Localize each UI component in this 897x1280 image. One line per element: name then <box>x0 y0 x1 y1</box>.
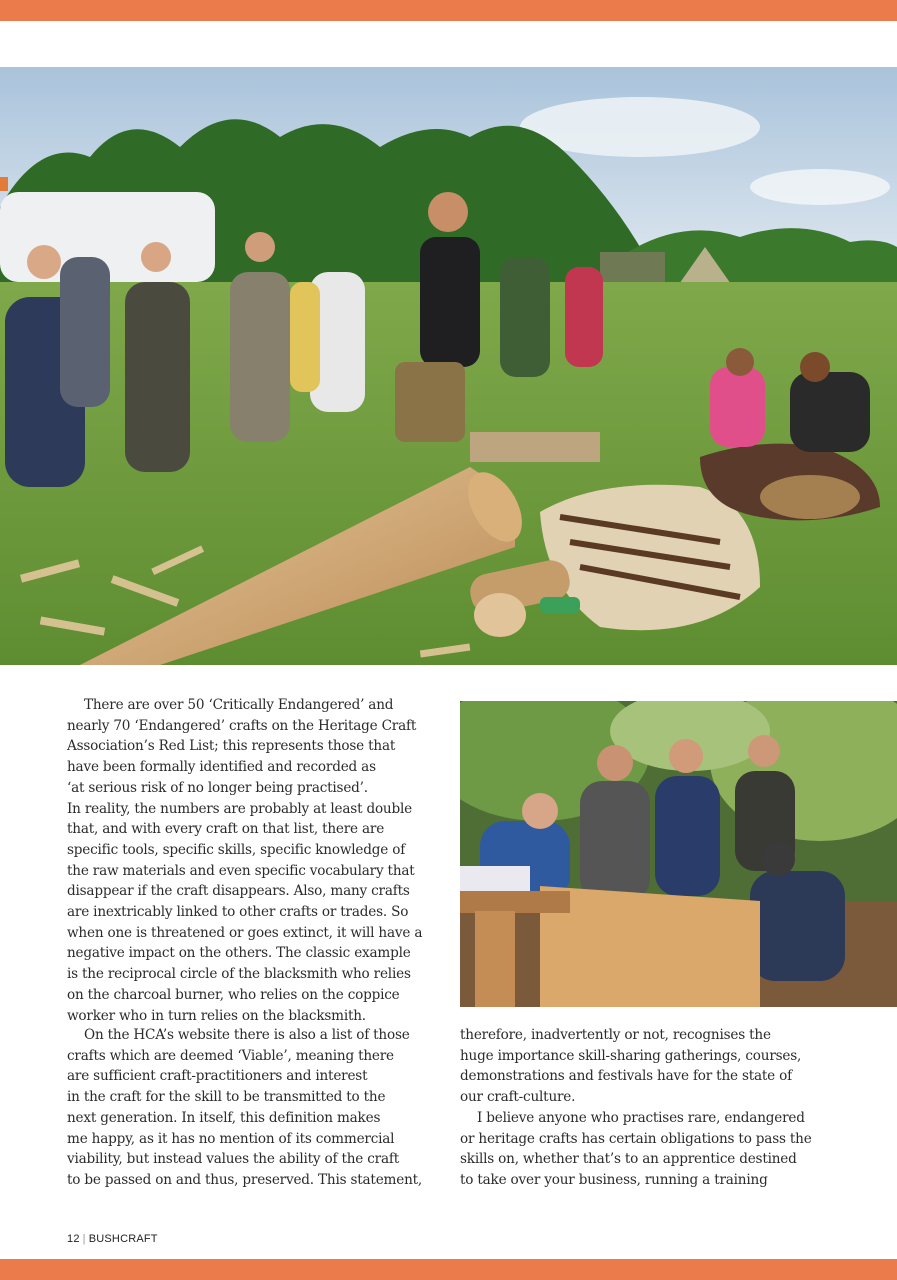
text-line: on the charcoal burner, who relies on the coppice <box>67 986 400 1003</box>
page-number: 12 <box>67 1233 80 1245</box>
text-line: that, and with every craft on that list, there are <box>67 821 385 838</box>
text-line: are inextricably linked to other crafts or trades. So <box>67 904 409 921</box>
text-line: is the reciprocal circle of the blacksmith who relies <box>67 966 411 983</box>
text-line: when one is threatened or goes extinct, it will have a <box>67 924 423 941</box>
text-line: or heritage crafts has certain obligations to pass the <box>460 1130 812 1147</box>
article-paragraph-1 <box>67 695 437 1026</box>
text-line: in the craft for the skill to be transmitted to the <box>67 1089 386 1106</box>
text-line: disappear if the craft disappears. Also, many crafts <box>67 883 410 900</box>
text-line: our craft-culture. <box>460 1089 576 1106</box>
text-line: have been formally identified and recorded as <box>67 759 376 776</box>
article-paragraph-2 <box>67 1025 437 1191</box>
text-line: There are over 50 ‘Critically Endangered’ and <box>84 697 394 713</box>
photo-icon <box>460 701 897 1007</box>
page-folio <box>67 1233 158 1245</box>
text-line: worker who in turn relies on the blacksmith. <box>67 1007 366 1024</box>
text-line: nearly 70 ‘Endangered’ crafts on the Heritage Craft <box>67 717 417 734</box>
photo-icon <box>0 67 897 665</box>
text-line: On the HCA’s website there is also a list of those <box>84 1027 410 1043</box>
text-line: skills on, whether that’s to an apprentice destined <box>460 1151 797 1168</box>
top-accent-band <box>0 0 897 21</box>
text-line: demonstrations and festivals have for the state of <box>460 1068 792 1085</box>
text-line: to be passed on and thus, preserved. This statement, <box>67 1171 423 1188</box>
text-line: specific tools, specific skills, specific knowledge of <box>67 841 406 858</box>
text-line: the raw materials and even specific vocabulary that <box>67 862 415 879</box>
article-paragraph-2-continued <box>460 1025 830 1108</box>
text-line: negative impact on the others. The classic example <box>67 945 411 962</box>
main-photo <box>0 67 897 665</box>
text-line: In reality, the numbers are probably at least double <box>67 800 412 817</box>
text-line: crafts which are deemed ‘Viable’, meaning there <box>67 1047 394 1064</box>
inset-photo <box>460 701 897 1007</box>
text-line: Association’s Red List; this represents those that <box>67 738 396 755</box>
text-line: are sufficient craft-practitioners and interest <box>67 1068 368 1085</box>
text-line: viability, but instead values the ability of the craft <box>67 1151 399 1168</box>
text-line: to take over your business, running a training <box>460 1172 768 1189</box>
text-line: therefore, inadvertently or not, recognises the <box>460 1027 771 1043</box>
text-line: next generation. In itself, this definition makes <box>67 1109 381 1126</box>
article-paragraph-3 <box>460 1108 830 1191</box>
bottom-accent-band <box>0 1259 897 1280</box>
text-line: huge importance skill-sharing gatherings, courses, <box>460 1047 802 1064</box>
text-line: I believe anyone who practises rare, endangered <box>477 1110 805 1126</box>
magazine-name: BUSHCRAFT <box>88 1233 158 1245</box>
text-line: ‘at serious risk of no longer being practised’. <box>67 779 368 796</box>
folio-separator: | <box>82 1233 86 1245</box>
text-line: me happy, as it has no mention of its commercial <box>67 1130 395 1147</box>
